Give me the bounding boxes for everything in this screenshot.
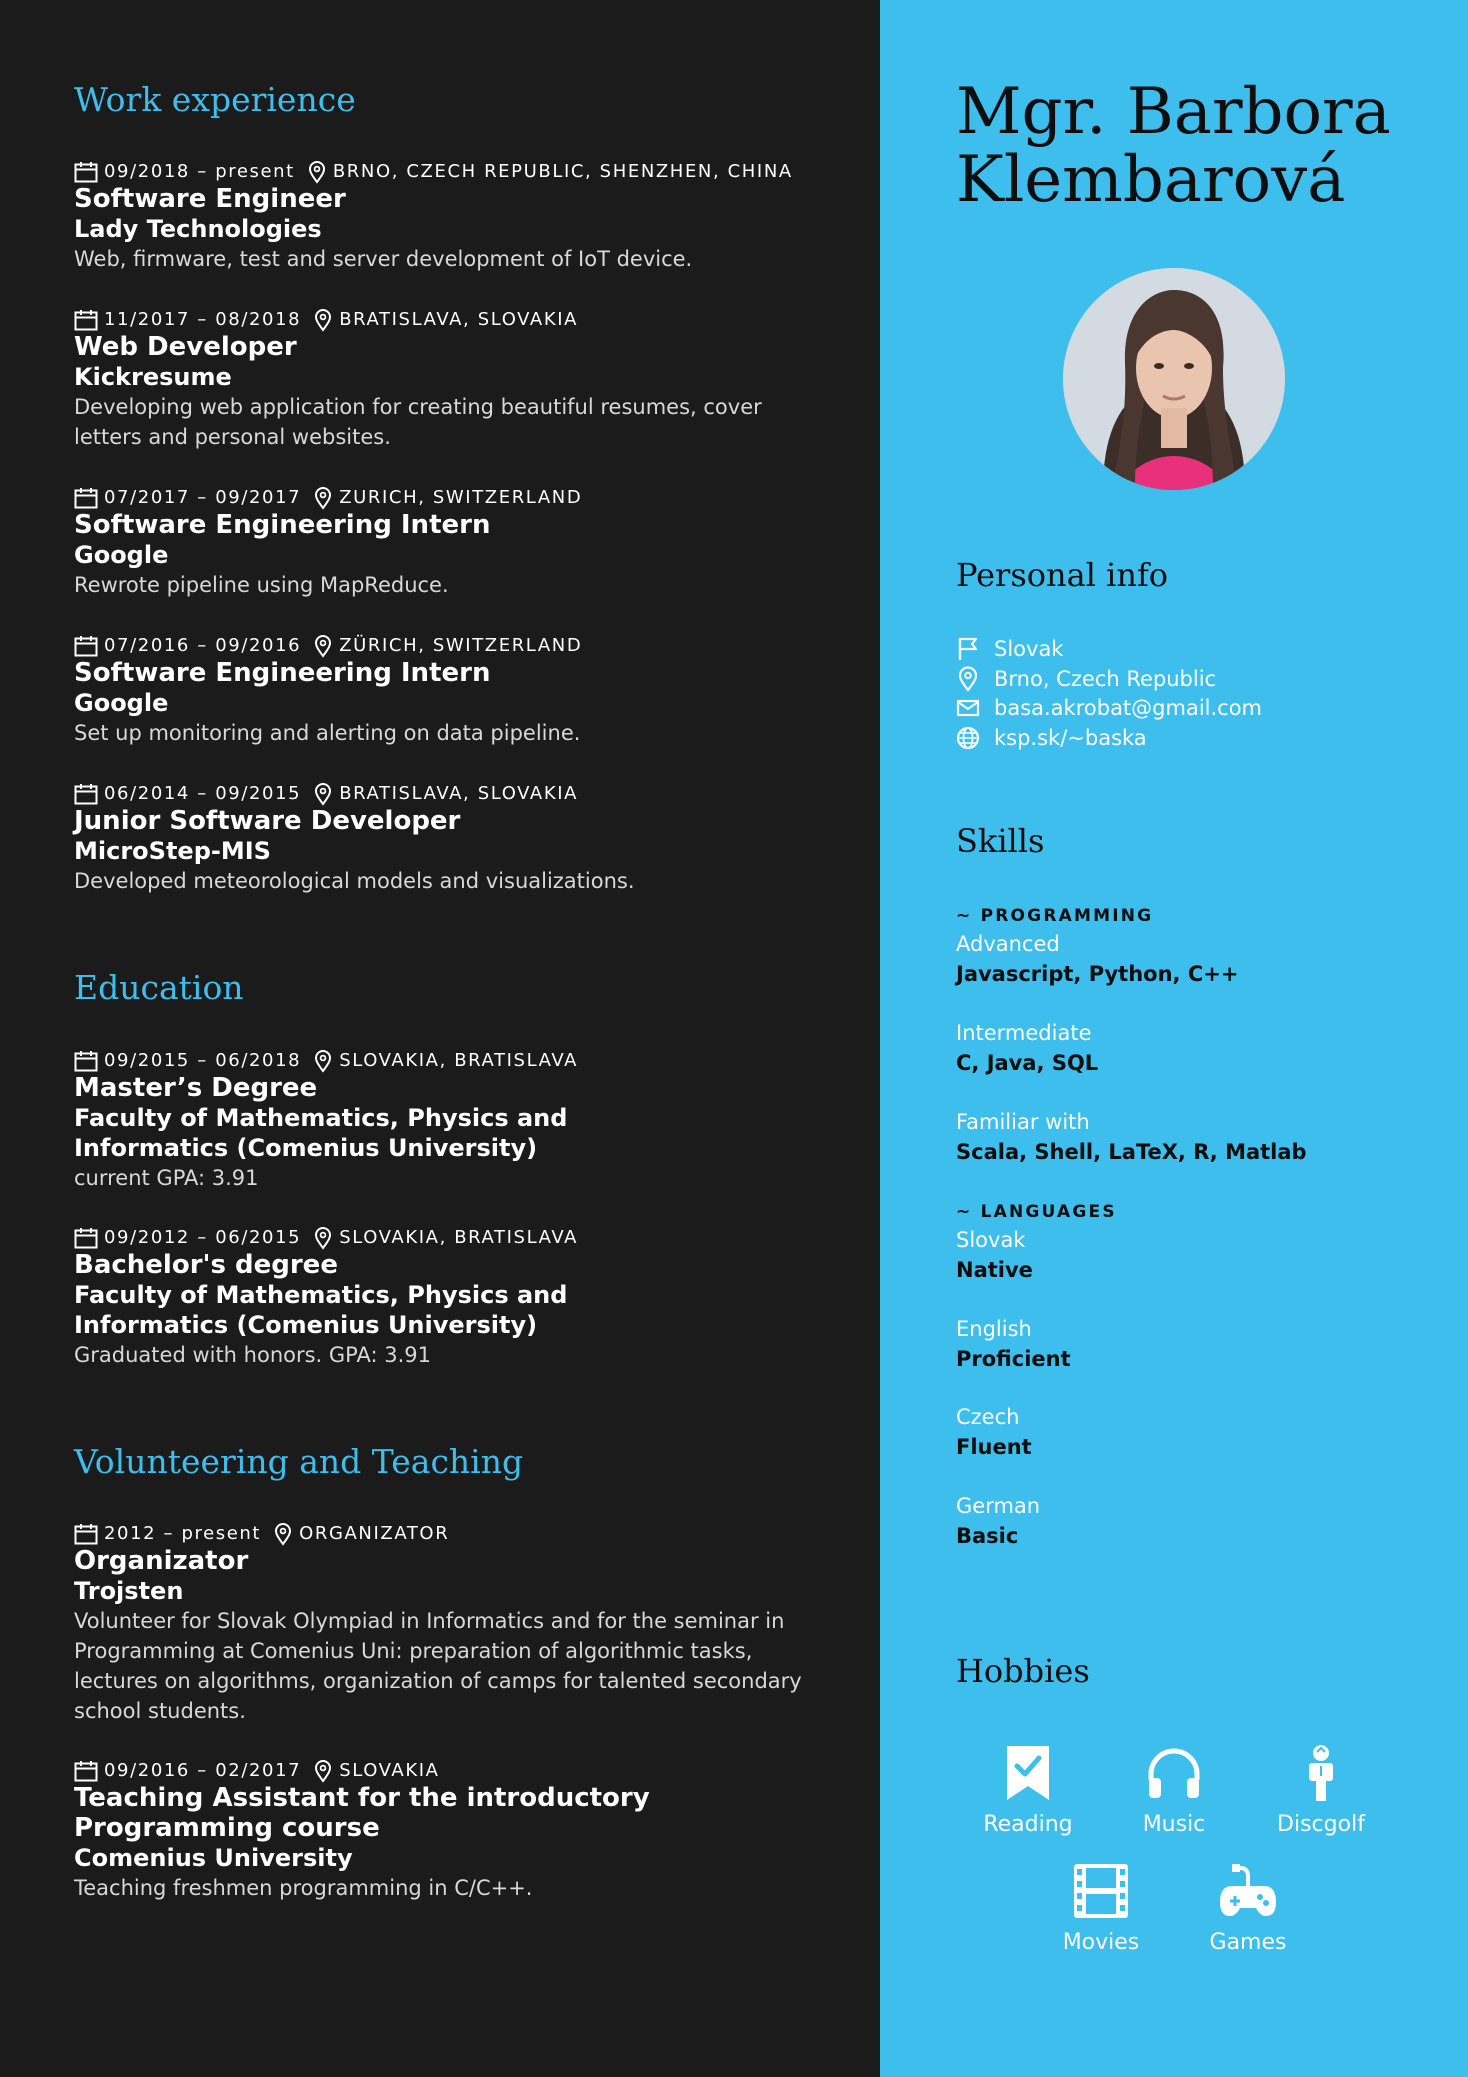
entry-meta xyxy=(74,1759,814,1783)
info-website xyxy=(956,725,1147,751)
experience-entry xyxy=(74,782,814,896)
info-address xyxy=(956,666,1216,692)
globe-icon xyxy=(956,725,980,751)
language-name: Czech xyxy=(956,1405,1020,1429)
entry-description: Teaching freshmen programming in C/C++. xyxy=(74,1876,533,1900)
calendar-icon xyxy=(74,161,98,183)
name-line-1: Mgr. Barbora xyxy=(956,75,1391,149)
hobby-games xyxy=(1173,1862,1323,1955)
experience-entry xyxy=(74,634,814,748)
entry-organization: Faculty of Mathematics, Physics and Informatics (Comenius University) xyxy=(74,1104,568,1162)
skills-languages-label: ~ LANGUAGES xyxy=(956,1202,1117,1222)
hobby-label: Music xyxy=(1142,1812,1206,1837)
hobby-music xyxy=(1099,1744,1249,1837)
calendar-icon xyxy=(74,1523,98,1545)
entry-organization: Comenius University xyxy=(74,1844,353,1872)
entry-date: 09/2016 – 02/2017 xyxy=(104,1760,302,1782)
entry-meta xyxy=(74,486,814,510)
nationality-text: Slovak xyxy=(994,637,1064,661)
entry-location: ZURICH, SWITZERLAND xyxy=(339,487,583,509)
calendar-icon xyxy=(74,1227,98,1249)
skill-items: C, Java, SQL xyxy=(956,1051,1099,1075)
entry-meta xyxy=(74,1226,814,1250)
experience-entry xyxy=(74,1049,814,1193)
right-column xyxy=(880,0,1468,2077)
entry-description: Developed meteorological models and visualizations. xyxy=(74,869,635,893)
location-pin-icon xyxy=(313,782,333,806)
entry-organization: Google xyxy=(74,689,169,717)
entry-meta xyxy=(74,308,814,332)
entry-role: Software Engineer xyxy=(74,184,346,214)
portrait-illustration xyxy=(1063,268,1285,490)
entry-description: Rewrote pipeline using MapReduce. xyxy=(74,573,449,597)
name-line-2: Klembarová xyxy=(956,143,1346,217)
entry-date: 09/2015 – 06/2018 xyxy=(104,1050,302,1072)
hobby-reading xyxy=(953,1744,1103,1837)
entry-date: 06/2014 – 09/2015 xyxy=(104,783,302,805)
personal-info-title: Personal info xyxy=(956,556,1169,594)
location-pin-icon xyxy=(313,1226,333,1250)
entry-meta xyxy=(74,782,814,806)
entry-role: Bachelor's degree xyxy=(74,1250,338,1280)
entry-date: 09/2012 – 06/2015 xyxy=(104,1227,302,1249)
entry-meta xyxy=(74,634,814,658)
experience-entry xyxy=(74,1759,814,1903)
bookmark-icon xyxy=(1003,1744,1053,1802)
entry-meta xyxy=(74,160,814,184)
hobby-label: Discgolf xyxy=(1277,1812,1365,1837)
calendar-icon xyxy=(74,309,98,331)
work-experience-title: Work experience xyxy=(74,80,356,119)
language-name: Slovak xyxy=(956,1228,1026,1252)
location-pin-icon xyxy=(273,1522,293,1546)
education-title: Education xyxy=(74,968,244,1007)
entry-role: Master’s Degree xyxy=(74,1073,318,1103)
experience-entry xyxy=(74,1226,814,1370)
skills-title: Skills xyxy=(956,822,1045,860)
profile-photo xyxy=(1063,268,1285,490)
entry-organization: Kickresume xyxy=(74,363,232,391)
location-pin-icon xyxy=(313,1049,333,1073)
entry-location: BRNO, CZECH REPUBLIC, SHENZHEN, CHINA xyxy=(332,161,793,183)
experience-entry xyxy=(74,308,814,452)
experience-entry xyxy=(74,1522,814,1726)
calendar-icon xyxy=(74,635,98,657)
entry-location: SLOVAKIA xyxy=(339,1760,440,1782)
location-pin-icon xyxy=(313,1759,333,1783)
entry-organization: MicroStep-MIS xyxy=(74,837,271,865)
calendar-icon xyxy=(74,783,98,805)
location-pin-icon xyxy=(313,486,333,510)
entry-location: BRATISLAVA, SLOVAKIA xyxy=(339,309,579,331)
email-link[interactable]: basa.akrobat@gmail.com xyxy=(994,696,1263,720)
entry-organization: Trojsten xyxy=(74,1577,184,1605)
entry-date: 09/2018 – present xyxy=(104,161,295,183)
entry-location: ORGANIZATOR xyxy=(299,1523,450,1545)
entry-organization: Lady Technologies xyxy=(74,215,322,243)
entry-role: Web Developer xyxy=(74,332,297,362)
entry-date: 07/2017 – 09/2017 xyxy=(104,487,302,509)
entry-description: Web, firmware, test and server development of IoT device. xyxy=(74,247,693,271)
hobby-label: Movies xyxy=(1062,1930,1140,1955)
skill-level: Intermediate xyxy=(956,1021,1092,1045)
language-name: German xyxy=(956,1494,1041,1518)
entry-location: SLOVAKIA, BRATISLAVA xyxy=(339,1050,579,1072)
language-level: Basic xyxy=(956,1524,1019,1548)
hobby-discgolf xyxy=(1246,1744,1396,1837)
entry-organization: Google xyxy=(74,541,169,569)
skill-items: Scala, Shell, LaTeX, R, Matlab xyxy=(956,1140,1307,1164)
entry-role: Teaching Assistant for the introductory Programming course xyxy=(74,1783,650,1843)
entry-organization: Faculty of Mathematics, Physics and Informatics (Comenius University) xyxy=(74,1281,568,1339)
language-name: English xyxy=(956,1317,1032,1341)
calendar-icon xyxy=(74,1050,98,1072)
language-level: Native xyxy=(956,1258,1033,1282)
skills-programming-label: ~ PROGRAMMING xyxy=(956,906,1154,926)
entry-role: Software Engineering Intern xyxy=(74,510,491,540)
full-name xyxy=(956,75,1456,217)
experience-entry xyxy=(74,160,814,274)
entry-location: BRATISLAVA, SLOVAKIA xyxy=(339,783,579,805)
entry-date: 07/2016 – 09/2016 xyxy=(104,635,302,657)
address-text: Brno, Czech Republic xyxy=(994,667,1217,691)
envelope-icon xyxy=(956,695,980,721)
gamepad-icon xyxy=(1218,1862,1278,1920)
entry-role: Junior Software Developer xyxy=(74,806,461,836)
skill-items: Javascript, Python, C++ xyxy=(956,962,1239,986)
entry-meta xyxy=(74,1049,814,1073)
entry-description: Graduated with honors. GPA: 3.91 xyxy=(74,1343,432,1367)
location-pin-icon xyxy=(313,308,333,332)
info-nationality xyxy=(956,636,1063,662)
skill-level: Familiar with xyxy=(956,1110,1090,1134)
entry-date: 11/2017 – 08/2018 xyxy=(104,309,302,331)
calendar-icon xyxy=(74,1760,98,1782)
entry-location: ZÜRICH, SWITZERLAND xyxy=(339,635,583,657)
language-level: Fluent xyxy=(956,1435,1032,1459)
hobby-movies xyxy=(1026,1862,1176,1955)
entry-date: 2012 – present xyxy=(104,1523,262,1545)
hobbies-title: Hobbies xyxy=(956,1652,1090,1690)
volunteering-title: Volunteering and Teaching xyxy=(74,1442,524,1481)
entry-description: Developing web application for creating beautiful resumes, cover letters and personal websites. xyxy=(74,395,762,449)
experience-entry xyxy=(74,486,814,600)
hobby-label: Games xyxy=(1209,1930,1287,1955)
calendar-icon xyxy=(74,487,98,509)
entry-role: Software Engineering Intern xyxy=(74,658,491,688)
skill-level: Advanced xyxy=(956,932,1060,956)
discgolf-icon xyxy=(1301,1744,1341,1802)
location-pin-icon xyxy=(956,666,980,692)
entry-description: Volunteer for Slovak Olympiad in Informatics and for the seminar in Programming at Comenius Uni: preparation of algorithmic tasks, lectures on algorithms, organization of camps for talented secondary school students. xyxy=(74,1609,802,1723)
hobby-label: Reading xyxy=(983,1812,1073,1837)
entry-description: current GPA: 3.91 xyxy=(74,1166,259,1190)
info-email xyxy=(956,695,1262,721)
entry-meta xyxy=(74,1522,814,1546)
film-icon xyxy=(1072,1862,1130,1920)
website-link[interactable]: ksp.sk/~baska xyxy=(994,726,1147,750)
entry-role: Organizator xyxy=(74,1546,249,1576)
entry-description: Set up monitoring and alerting on data pipeline. xyxy=(74,721,581,745)
entry-location: SLOVAKIA, BRATISLAVA xyxy=(339,1227,579,1249)
headphones-icon xyxy=(1145,1744,1203,1802)
location-pin-icon xyxy=(307,160,327,184)
flag-icon xyxy=(956,636,980,662)
language-level: Proficient xyxy=(956,1347,1071,1371)
location-pin-icon xyxy=(313,634,333,658)
